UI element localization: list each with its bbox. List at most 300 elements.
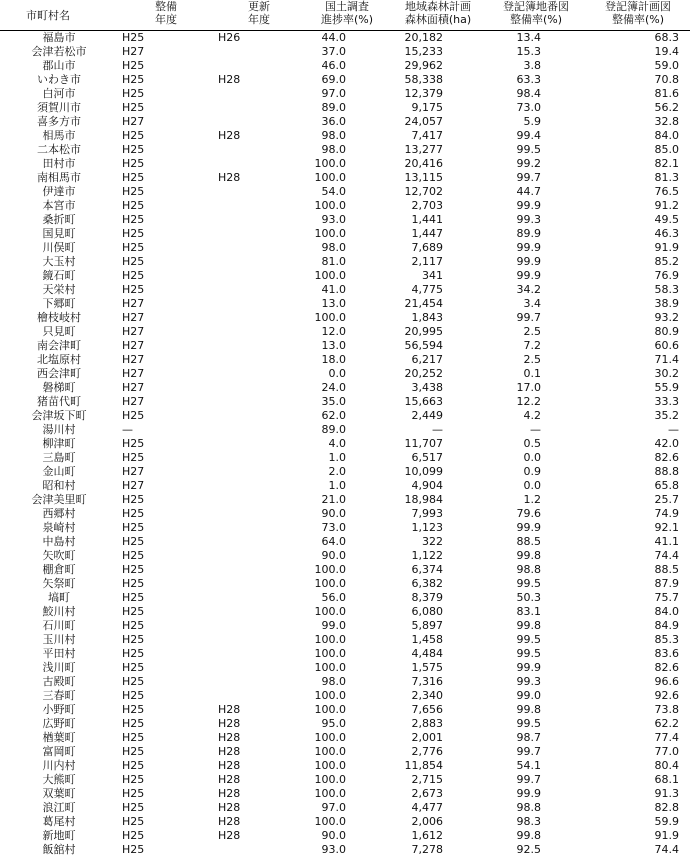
- lot-map-rate-cell: 99.7: [516, 745, 541, 758]
- forest-area-cell: 9,175: [411, 101, 443, 114]
- municipality-cell: 桑折町: [42, 213, 76, 226]
- lot-map-rate-cell: 99.7: [516, 311, 541, 324]
- lot-map-rate-cell: 5.9: [523, 115, 541, 128]
- municipality-cell: 飯舘村: [42, 843, 76, 856]
- header-maintenance-year: 整備 年度: [118, 0, 214, 31]
- update-year-cell: [214, 479, 304, 493]
- table-row: [0, 619, 690, 633]
- survey-progress-cell: 81.0: [321, 255, 346, 268]
- maintenance-year-cell: H25: [122, 507, 145, 520]
- update-year-cell: [214, 101, 304, 115]
- municipality-cell: 矢吹町: [42, 549, 76, 562]
- update-year-cell: [214, 409, 304, 423]
- table-row: [0, 227, 690, 241]
- lot-map-rate-cell: 99.5: [516, 577, 541, 590]
- header-municipality: 市町村名: [0, 0, 118, 31]
- update-year-cell: [214, 563, 304, 577]
- maintenance-year-cell: H27: [122, 115, 145, 128]
- update-year-cell: [214, 367, 304, 381]
- table-row: [0, 213, 690, 227]
- lot-map-rate-cell: 73.0: [516, 101, 541, 114]
- update-year-cell: [214, 283, 304, 297]
- maintenance-year-cell: H25: [122, 563, 145, 576]
- survey-progress-cell: 90.0: [321, 829, 346, 842]
- municipality-cell: 平田村: [42, 647, 76, 660]
- survey-progress-cell: 100.0: [314, 269, 346, 282]
- survey-progress-cell: 100.0: [314, 689, 346, 702]
- lot-map-rate-cell: —: [530, 423, 541, 436]
- forest-area-cell: 2,673: [411, 787, 443, 800]
- table-header: [0, 0, 690, 31]
- forest-area-cell: 7,993: [411, 507, 443, 520]
- update-year-cell: [214, 325, 304, 339]
- update-year-cell: [214, 535, 304, 549]
- maintenance-year-cell: H25: [122, 185, 145, 198]
- update-year-cell: [214, 605, 304, 619]
- lot-map-rate-cell: 0.5: [523, 437, 541, 450]
- plan-map-rate-cell: 91.3: [654, 787, 679, 800]
- municipality-cell: 三島町: [42, 451, 76, 464]
- forest-area-cell: 6,374: [411, 563, 443, 576]
- maintenance-year-cell: H25: [122, 549, 145, 562]
- table-row: [0, 87, 690, 101]
- plan-map-rate-cell: 85.0: [654, 143, 679, 156]
- survey-progress-cell: 54.0: [321, 185, 346, 198]
- table-row: [0, 311, 690, 325]
- table-row: [0, 269, 690, 283]
- municipality-cell: 石川町: [42, 619, 76, 632]
- table-row: [0, 689, 690, 703]
- table-row: [0, 143, 690, 157]
- maintenance-year-cell: H25: [122, 787, 145, 800]
- survey-progress-cell: 64.0: [321, 535, 346, 548]
- plan-map-rate-cell: 82.8: [654, 801, 679, 814]
- forest-area-cell: 2,449: [411, 409, 443, 422]
- update-year-cell: [214, 661, 304, 675]
- maintenance-year-cell: H25: [122, 815, 145, 828]
- municipality-cell: 西郷村: [42, 507, 76, 520]
- table-row: [0, 535, 690, 549]
- municipality-cell: 棚倉町: [42, 563, 76, 576]
- forest-area-cell: 7,689: [411, 241, 443, 254]
- maintenance-year-cell: H25: [122, 619, 145, 632]
- survey-progress-cell: 100.0: [314, 703, 346, 716]
- maintenance-year-cell: H27: [122, 311, 145, 324]
- update-year-cell: H28: [218, 745, 241, 758]
- lot-map-rate-cell: 99.8: [516, 829, 541, 842]
- update-year-cell: [214, 269, 304, 283]
- survey-progress-cell: 90.0: [321, 507, 346, 520]
- lot-map-rate-cell: 89.9: [516, 227, 541, 240]
- survey-progress-cell: 41.0: [321, 283, 346, 296]
- survey-progress-cell: 0.0: [328, 367, 346, 380]
- maintenance-year-cell: H27: [122, 381, 145, 394]
- forest-area-cell: 2,715: [411, 773, 443, 786]
- survey-progress-cell: 100.0: [314, 815, 346, 828]
- plan-map-rate-cell: 80.4: [654, 759, 679, 772]
- table-row: [0, 507, 690, 521]
- maintenance-year-cell: H25: [122, 647, 145, 660]
- table-row: [0, 423, 690, 437]
- maintenance-year-cell: H25: [122, 241, 145, 254]
- plan-map-rate-cell: 35.2: [654, 409, 679, 422]
- plan-map-rate-cell: 42.0: [654, 437, 679, 450]
- maintenance-year-cell: H25: [122, 591, 145, 604]
- municipality-cell: 川内村: [42, 759, 76, 772]
- header-plan-map-rate: 登記簿計画図 整備率(%): [586, 0, 690, 31]
- update-year-cell: [214, 423, 304, 437]
- forest-area-cell: 1,843: [411, 311, 443, 324]
- plan-map-rate-cell: 85.3: [654, 633, 679, 646]
- survey-progress-cell: 100.0: [314, 605, 346, 618]
- survey-progress-cell: 100.0: [314, 633, 346, 646]
- forest-area-cell: 4,775: [411, 283, 443, 296]
- survey-progress-cell: 100.0: [314, 759, 346, 772]
- table-row: [0, 171, 690, 185]
- update-year-cell: [214, 143, 304, 157]
- municipality-cell: 檜枝岐村: [37, 311, 81, 324]
- municipality-cell: 北塩原村: [37, 353, 81, 366]
- maintenance-year-cell: —: [122, 423, 133, 436]
- survey-progress-cell: 1.0: [328, 479, 346, 492]
- municipality-cell: 国見町: [42, 227, 76, 240]
- survey-progress-cell: 100.0: [314, 563, 346, 576]
- forest-area-cell: 3,438: [411, 381, 443, 394]
- plan-map-rate-cell: 60.6: [654, 339, 679, 352]
- table-row: [0, 773, 690, 787]
- update-year-cell: [214, 213, 304, 227]
- table-row: [0, 563, 690, 577]
- maintenance-year-cell: H25: [122, 535, 145, 548]
- lot-map-rate-cell: 99.9: [516, 255, 541, 268]
- survey-progress-cell: 2.0: [328, 465, 346, 478]
- forest-area-cell: 4,484: [411, 647, 443, 660]
- lot-map-rate-cell: 98.7: [516, 731, 541, 744]
- plan-map-rate-cell: 80.9: [654, 325, 679, 338]
- plan-map-rate-cell: 76.5: [654, 185, 679, 198]
- maintenance-year-cell: H27: [122, 395, 145, 408]
- plan-map-rate-cell: 91.9: [654, 829, 679, 842]
- maintenance-year-cell: H25: [122, 843, 145, 856]
- lot-map-rate-cell: 98.4: [516, 87, 541, 100]
- maintenance-year-cell: H27: [122, 297, 145, 310]
- municipality-cell: 田村市: [42, 157, 76, 170]
- survey-progress-cell: 98.0: [321, 241, 346, 254]
- forest-area-cell: 1,612: [411, 829, 443, 842]
- lot-map-rate-cell: 63.3: [516, 73, 541, 86]
- municipality-cell: 富岡町: [42, 745, 76, 758]
- update-year-cell: H28: [218, 759, 241, 772]
- municipality-cell: 会津若松市: [31, 45, 87, 58]
- maintenance-year-cell: H25: [122, 59, 145, 72]
- forest-area-cell: 2,117: [411, 255, 443, 268]
- forest-area-cell: 8,379: [411, 591, 443, 604]
- plan-map-rate-cell: 74.9: [654, 507, 679, 520]
- lot-map-rate-cell: 79.6: [516, 507, 541, 520]
- survey-progress-cell: 24.0: [321, 381, 346, 394]
- survey-progress-cell: 21.0: [321, 493, 346, 506]
- table-row: [0, 451, 690, 465]
- update-year-cell: [214, 689, 304, 703]
- plan-map-rate-cell: 83.6: [654, 647, 679, 660]
- plan-map-rate-cell: 75.7: [654, 591, 679, 604]
- header-row: [0, 0, 690, 31]
- survey-progress-cell: 44.0: [321, 31, 346, 44]
- lot-map-rate-cell: 54.1: [516, 759, 541, 772]
- forest-area-cell: 322: [422, 535, 443, 548]
- maintenance-year-cell: H25: [122, 829, 145, 842]
- maintenance-year-cell: H25: [122, 801, 145, 814]
- survey-progress-cell: 12.0: [321, 325, 346, 338]
- table-row: [0, 255, 690, 269]
- plan-map-rate-cell: 55.9: [654, 381, 679, 394]
- plan-map-rate-cell: 74.4: [654, 843, 679, 856]
- survey-progress-cell: 100.0: [314, 311, 346, 324]
- plan-map-rate-cell: 73.8: [654, 703, 679, 716]
- update-year-cell: [214, 507, 304, 521]
- survey-progress-cell: 46.0: [321, 59, 346, 72]
- lot-map-rate-cell: 4.2: [523, 409, 541, 422]
- lot-map-rate-cell: 99.5: [516, 143, 541, 156]
- municipality-cell: 西会津町: [37, 367, 81, 380]
- maintenance-year-cell: H25: [122, 73, 145, 86]
- plan-map-rate-cell: 38.9: [654, 297, 679, 310]
- lot-map-rate-cell: 98.8: [516, 563, 541, 576]
- plan-map-rate-cell: 68.1: [654, 773, 679, 786]
- plan-map-rate-cell: 77.4: [654, 731, 679, 744]
- lot-map-rate-cell: 34.2: [516, 283, 541, 296]
- plan-map-rate-cell: 85.2: [654, 255, 679, 268]
- forest-area-cell: 12,379: [404, 87, 443, 100]
- forest-area-cell: 4,477: [411, 801, 443, 814]
- forest-area-cell: 1,458: [411, 633, 443, 646]
- table-row: [0, 395, 690, 409]
- maintenance-year-cell: H25: [122, 661, 145, 674]
- municipality-cell: 柳津町: [42, 437, 76, 450]
- update-year-cell: [214, 591, 304, 605]
- update-year-cell: [214, 437, 304, 451]
- survey-progress-cell: 100.0: [314, 745, 346, 758]
- municipality-cell: 郡山市: [42, 59, 76, 72]
- maintenance-year-cell: H25: [122, 717, 145, 730]
- plan-map-rate-cell: 88.8: [654, 465, 679, 478]
- survey-progress-cell: 100.0: [314, 171, 346, 184]
- table-row: [0, 45, 690, 59]
- table-row: [0, 675, 690, 689]
- survey-progress-cell: 100.0: [314, 647, 346, 660]
- table-row: [0, 185, 690, 199]
- update-year-cell: [214, 353, 304, 367]
- plan-map-rate-cell: 82.6: [654, 661, 679, 674]
- municipality-cell: 小野町: [42, 703, 76, 716]
- maintenance-year-cell: H25: [122, 199, 145, 212]
- maintenance-year-cell: H25: [122, 493, 145, 506]
- lot-map-rate-cell: 99.3: [516, 675, 541, 688]
- maintenance-year-cell: H25: [122, 577, 145, 590]
- lot-map-rate-cell: 99.9: [516, 199, 541, 212]
- survey-progress-cell: 89.0: [321, 423, 346, 436]
- update-year-cell: [214, 619, 304, 633]
- update-year-cell: [214, 45, 304, 59]
- municipality-cell: 猪苗代町: [37, 395, 81, 408]
- update-year-cell: [214, 381, 304, 395]
- update-year-cell: [214, 115, 304, 129]
- lot-map-rate-cell: 99.3: [516, 213, 541, 226]
- plan-map-rate-cell: 70.8: [654, 73, 679, 86]
- survey-progress-cell: 1.0: [328, 451, 346, 464]
- maintenance-year-cell: H25: [122, 451, 145, 464]
- update-year-cell: [214, 647, 304, 661]
- update-year-cell: [214, 675, 304, 689]
- maintenance-year-cell: H25: [122, 157, 145, 170]
- lot-map-rate-cell: 99.8: [516, 549, 541, 562]
- plan-map-rate-cell: 81.3: [654, 171, 679, 184]
- table-row: [0, 297, 690, 311]
- maintenance-year-cell: H25: [122, 521, 145, 534]
- header-forest-area: 地域森林計画 森林面積(ha): [390, 0, 486, 31]
- update-year-cell: [214, 577, 304, 591]
- forest-area-cell: 11,854: [404, 759, 443, 772]
- table-row: [0, 745, 690, 759]
- survey-progress-cell: 62.0: [321, 409, 346, 422]
- update-year-cell: [214, 451, 304, 465]
- forest-area-cell: 15,663: [404, 395, 443, 408]
- municipality-cell: 矢祭町: [42, 577, 76, 590]
- maintenance-year-cell: H27: [122, 339, 145, 352]
- lot-map-rate-cell: 99.8: [516, 619, 541, 632]
- update-year-cell: [214, 843, 304, 857]
- table-row: [0, 465, 690, 479]
- plan-map-rate-cell: 19.4: [654, 45, 679, 58]
- forest-area-cell: 1,122: [411, 549, 443, 562]
- forest-area-cell: 20,182: [404, 31, 443, 44]
- maintenance-year-cell: H25: [122, 129, 145, 142]
- survey-progress-cell: 93.0: [321, 213, 346, 226]
- forest-area-cell: 2,340: [411, 689, 443, 702]
- table-row: [0, 843, 690, 857]
- municipality-cell: 大玉村: [42, 255, 76, 268]
- update-year-cell: [214, 521, 304, 535]
- forest-area-cell: 4,904: [411, 479, 443, 492]
- update-year-cell: [214, 297, 304, 311]
- update-year-cell: [214, 227, 304, 241]
- lot-map-rate-cell: 99.5: [516, 633, 541, 646]
- table-row: [0, 283, 690, 297]
- table-row: [0, 437, 690, 451]
- municipality-cell: 葛尾村: [42, 815, 76, 828]
- municipality-cell: 玉川村: [42, 633, 76, 646]
- table-row: [0, 661, 690, 675]
- update-year-cell: [214, 199, 304, 213]
- municipality-cell: 塙町: [48, 591, 70, 604]
- table-row: [0, 549, 690, 563]
- survey-progress-cell: 100.0: [314, 577, 346, 590]
- table-body: [0, 31, 690, 858]
- lot-map-rate-cell: 98.8: [516, 801, 541, 814]
- update-year-cell: [214, 311, 304, 325]
- update-year-cell: [214, 255, 304, 269]
- plan-map-rate-cell: 93.2: [654, 311, 679, 324]
- forest-area-cell: 10,099: [404, 465, 443, 478]
- update-year-cell: H28: [218, 801, 241, 814]
- lot-map-rate-cell: 99.9: [516, 269, 541, 282]
- municipality-cell: 天栄村: [42, 283, 76, 296]
- plan-map-rate-cell: 92.6: [654, 689, 679, 702]
- plan-map-rate-cell: 82.6: [654, 451, 679, 464]
- forest-area-cell: 6,517: [411, 451, 443, 464]
- municipality-cell: 泉崎村: [42, 521, 76, 534]
- lot-map-rate-cell: 83.1: [516, 605, 541, 618]
- forest-area-cell: 1,575: [411, 661, 443, 674]
- table-row: [0, 829, 690, 843]
- plan-map-rate-cell: 88.5: [654, 563, 679, 576]
- forest-area-cell: 2,883: [411, 717, 443, 730]
- forest-area-cell: 20,416: [404, 157, 443, 170]
- update-year-cell: H28: [218, 815, 241, 828]
- header-survey-progress: 国土調査 進捗率(%): [304, 0, 390, 31]
- forest-area-cell: 13,115: [404, 171, 443, 184]
- lot-map-rate-cell: 99.9: [516, 787, 541, 800]
- plan-map-rate-cell: 84.0: [654, 129, 679, 142]
- update-year-cell: [214, 339, 304, 353]
- survey-progress-cell: 99.0: [321, 619, 346, 632]
- municipality-cell: 須賀川市: [37, 101, 81, 114]
- survey-progress-cell: 100.0: [314, 773, 346, 786]
- table-row: [0, 703, 690, 717]
- maintenance-year-cell: H27: [122, 465, 145, 478]
- plan-map-rate-cell: 82.1: [654, 157, 679, 170]
- plan-map-rate-cell: 49.5: [654, 213, 679, 226]
- maintenance-year-cell: H25: [122, 213, 145, 226]
- table-row: [0, 101, 690, 115]
- lot-map-rate-cell: 99.8: [516, 703, 541, 716]
- maintenance-year-cell: H27: [122, 367, 145, 380]
- table-row: [0, 801, 690, 815]
- maintenance-year-cell: H25: [122, 773, 145, 786]
- forest-area-cell: 341: [422, 269, 443, 282]
- lot-map-rate-cell: 17.0: [516, 381, 541, 394]
- survey-progress-cell: 37.0: [321, 45, 346, 58]
- lot-map-rate-cell: 88.5: [516, 535, 541, 548]
- plan-map-rate-cell: 84.9: [654, 619, 679, 632]
- plan-map-rate-cell: 32.8: [654, 115, 679, 128]
- forest-area-cell: 18,984: [404, 493, 443, 506]
- maintenance-year-cell: H25: [122, 255, 145, 268]
- lot-map-rate-cell: 98.3: [516, 815, 541, 828]
- table-row: [0, 717, 690, 731]
- plan-map-rate-cell: 96.6: [654, 675, 679, 688]
- survey-progress-cell: 13.0: [321, 297, 346, 310]
- maintenance-year-cell: H25: [122, 745, 145, 758]
- forest-area-cell: —: [432, 423, 443, 436]
- table-row: [0, 115, 690, 129]
- plan-map-rate-cell: 46.3: [654, 227, 679, 240]
- update-year-cell: [214, 185, 304, 199]
- table-row: [0, 199, 690, 213]
- plan-map-rate-cell: 59.9: [654, 815, 679, 828]
- forest-area-cell: 12,702: [404, 185, 443, 198]
- municipality-cell: 伊達市: [42, 185, 76, 198]
- municipality-cell: 本宮市: [42, 199, 76, 212]
- table-row: [0, 479, 690, 493]
- municipality-cell: 喜多方市: [37, 115, 81, 128]
- maintenance-year-cell: H27: [122, 353, 145, 366]
- maintenance-year-cell: H25: [122, 143, 145, 156]
- survey-progress-cell: 100.0: [314, 661, 346, 674]
- table-row: [0, 759, 690, 773]
- survey-progress-cell: 100.0: [314, 227, 346, 240]
- municipality-cell: 福島市: [42, 31, 76, 44]
